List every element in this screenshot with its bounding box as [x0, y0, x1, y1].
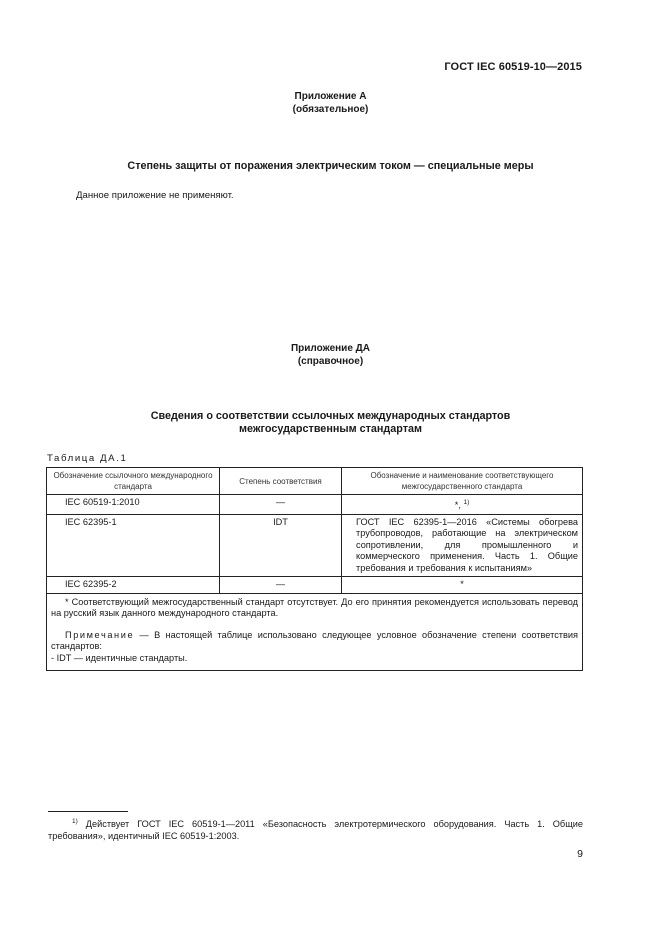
table-notes	[47, 593, 583, 671]
table-header-row	[47, 468, 583, 495]
annex-da-heading-line1: Сведения о соответствии ссылочных международных стандартов	[150, 410, 511, 422]
annex-da-status: (справочное)	[297, 356, 364, 367]
table-row	[47, 514, 583, 577]
note-label: Примечание	[65, 629, 135, 640]
footnote-ref-mark: 1)	[463, 499, 470, 506]
header-national-standard: Обозначение и наименование соответствующего межгосударственного стандарта	[342, 468, 583, 495]
table-notes-row	[47, 593, 583, 671]
document-code: ГОСТ IEC 60519-10—2015	[444, 61, 582, 73]
cell-degree: —	[220, 495, 342, 515]
table-row	[47, 577, 583, 594]
table-caption: Таблица ДА.1	[47, 453, 128, 464]
cell-national: *	[342, 577, 583, 594]
asterisk-mark: *	[454, 500, 459, 511]
cell-national: ГОСТ IEC 62395-1—2016 «Системы обогрева трубопроводов, работающие на электрическом сопротивлении, для промышленного и коммерческого применения. Часть 1. Общие требования и требования к испытаниям»	[342, 514, 583, 577]
cell-ref: IEC 62395-1	[47, 514, 220, 577]
annex-a-text: Данное приложение не применяют.	[76, 190, 234, 201]
footnote-divider	[48, 811, 128, 812]
footnote-mark: 1)	[72, 818, 78, 825]
cell-degree: IDT	[220, 514, 342, 577]
header-ref-standard: Обозначение ссылочного международного стандарта	[47, 468, 220, 495]
annex-da-heading-line2: межгосударственным стандартам	[239, 423, 422, 435]
correspondence-table	[46, 467, 583, 671]
footnote	[48, 816, 583, 842]
cell-ref: IEC 60519-1:2010	[47, 495, 220, 515]
footnote-text: Действует ГОСТ IEC 60519-1—2011 «Безопасность электротермического оборудования. Часть 1. Общие требования», идентичный IEC 60519-1:2003.	[48, 819, 583, 841]
annex-a-heading: Степень защиты от поражения электрическим током — специальные меры	[127, 160, 534, 172]
note-text: — В настоящей таблице использовано следующее условное обозначение степени соответствия стандартов:	[51, 629, 578, 652]
asterisk-note: * Соответствующий межгосударственный стандарт отсутствует. До его принятия рекомендуется использовать перевод на русский язык данного международного стандарта.	[51, 596, 578, 619]
cell-degree: —	[220, 577, 342, 594]
annex-a-status: (обязательное)	[292, 104, 369, 115]
table-note	[51, 630, 578, 653]
cell-national: *, $^{1)}$	[342, 495, 583, 515]
note-item: - IDT — идентичные стандарты.	[51, 652, 188, 663]
annex-a-title: Приложение А	[294, 91, 367, 102]
header-degree: Степень соответствия	[220, 468, 342, 495]
table-row	[47, 495, 583, 515]
annex-da-title: Приложение ДА	[290, 343, 371, 354]
cell-ref: IEC 62395-2	[47, 577, 220, 594]
page-number: 9	[577, 848, 583, 860]
